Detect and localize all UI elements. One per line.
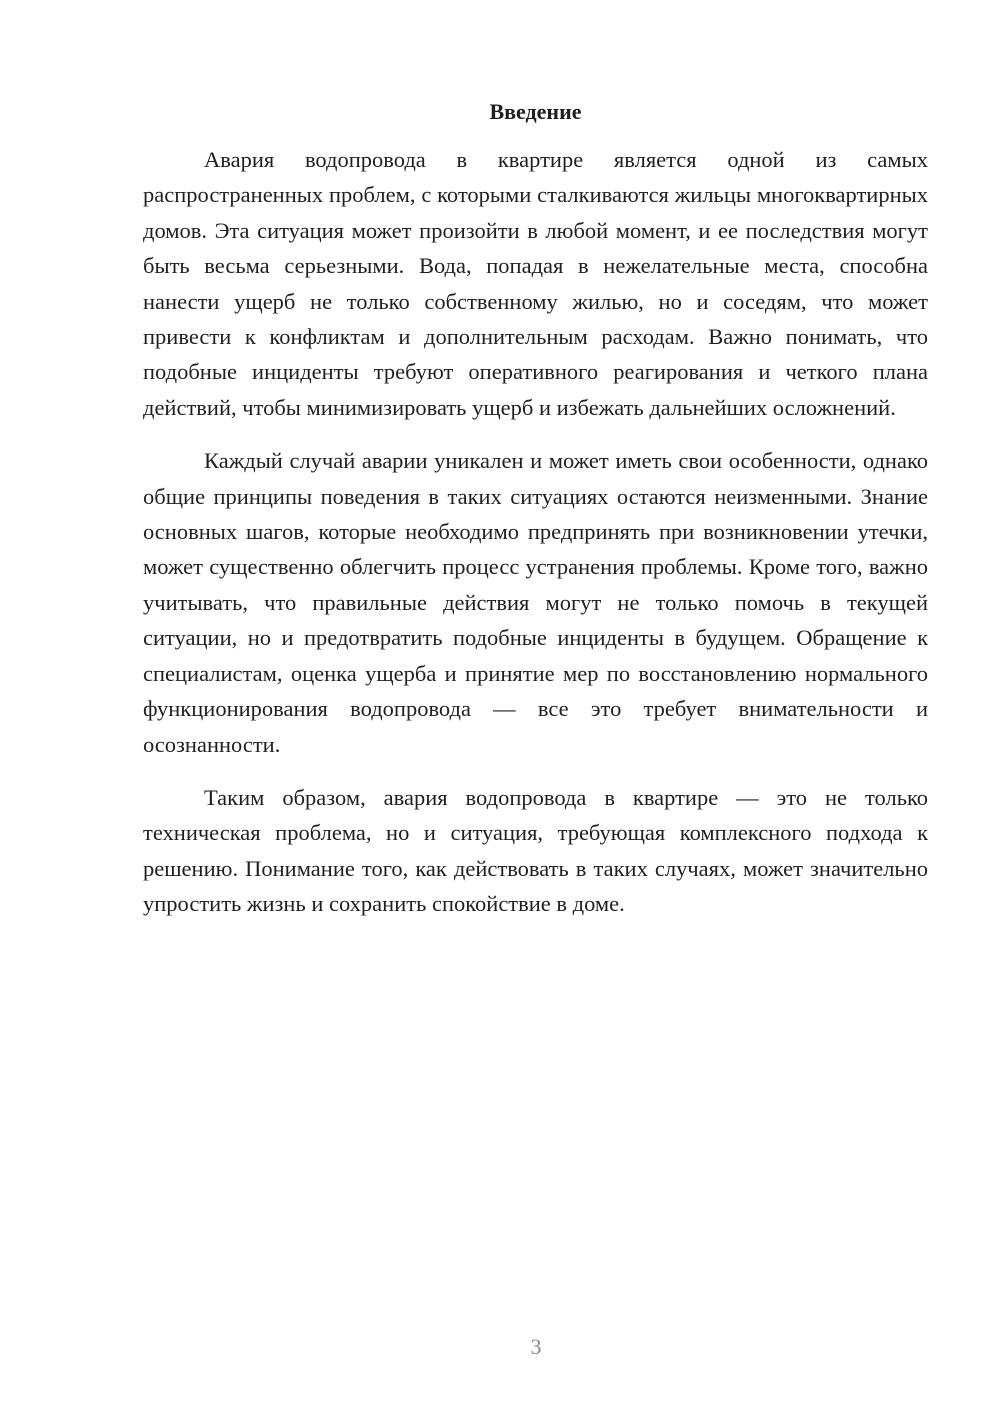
page-number: 3: [530, 1334, 542, 1359]
paragraph-1: Авария водопровода в квартире является одной из самых распространенных проблем, с которыми сталкиваются жильцы многоквартирных домов. Эта ситуация может произойти в любой момент, и ее последствия могут быть весьма серьезными. Вода, попадая в нежелательные места, способна нанести ущерб не только собственному жилью, но и соседям, что может привести к конфликтам и дополнительным расходам. Важно понимать, что подобные инциденты требуют оперативного реагирования и четкого плана действий, чтобы минимизировать ущерб и избежать дальнейших осложнений.: [143, 147, 928, 420]
paragraph-2: Каждый случай аварии уникален и может иметь свои особенности, однако общие принципы поведения в таких ситуациях остаются неизменными. Знание основных шагов, которые необходимо предпринять при возникновении утечки, может существенно облегчить процесс устранения проблемы. Кроме того, важно учитывать, что правильные действия могут не только помочь в текущей ситуации, но и предотвратить подобные инциденты в будущем. Обращение к специалистам, оценка ущерба и принятие мер по восстановлению нормального функционирования водопровода — все это требует внимательности и осознанности.: [143, 448, 928, 757]
section-heading: Введение: [489, 99, 582, 124]
paragraph-3: Таким образом, авария водопровода в квартире — это не только техническая проблема, но и ситуация, требующая комплексного подхода к решению. Понимание того, как действовать в таких случаях, может значительно упростить жизнь и сохранить спокойствие в доме.: [143, 784, 928, 917]
body-text: [143, 142, 928, 940]
